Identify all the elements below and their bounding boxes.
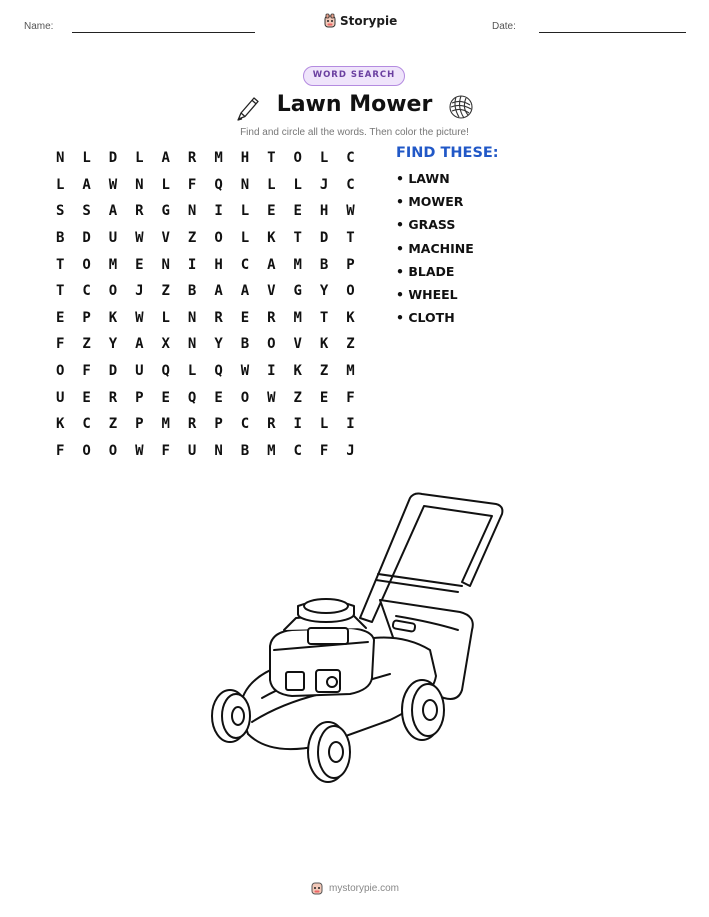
grid-cell[interactable]: N <box>55 150 65 167</box>
grid-cell[interactable]: I <box>187 256 197 273</box>
word-item: • CLOTH <box>396 310 474 333</box>
grid-cell[interactable]: O <box>267 336 276 353</box>
grid-cell[interactable]: K <box>108 309 118 326</box>
word-item: • WHEEL <box>396 287 474 310</box>
grid-cell[interactable]: E <box>82 389 91 406</box>
grid-cell[interactable]: S <box>55 203 65 220</box>
grid-cell[interactable]: V <box>267 283 276 300</box>
grid-cell[interactable]: I <box>267 363 276 380</box>
grid-cell[interactable]: N <box>240 176 250 193</box>
grid-cell[interactable]: E <box>267 203 276 220</box>
grid-cell[interactable]: T <box>55 283 65 300</box>
grid-cell[interactable]: R <box>187 150 197 167</box>
grid-cell[interactable]: Y <box>214 336 223 353</box>
grid-row <box>47 225 364 252</box>
grid-cell[interactable]: C <box>240 416 250 433</box>
grid-cell[interactable]: C <box>82 416 91 433</box>
grid-cell[interactable]: Q <box>214 363 223 380</box>
grid-cell[interactable]: U <box>108 230 118 247</box>
name-label: Name: <box>24 21 54 32</box>
grid-cell[interactable]: L <box>135 150 144 167</box>
grid-cell[interactable]: M <box>161 416 170 433</box>
grid-cell[interactable]: W <box>135 442 144 459</box>
grid-cell[interactable]: D <box>319 230 329 247</box>
grid-cell[interactable]: B <box>55 230 65 247</box>
grid-cell[interactable]: Y <box>108 336 118 353</box>
grid-cell[interactable]: J <box>319 176 329 193</box>
grid-row <box>47 145 364 172</box>
grid-cell[interactable]: H <box>214 256 223 273</box>
grid-cell[interactable]: Q <box>161 363 170 380</box>
yarn-ball-icon <box>447 93 475 121</box>
grid-cell[interactable]: P <box>135 389 144 406</box>
grid-cell[interactable]: O <box>82 256 91 273</box>
grid-cell[interactable]: E <box>135 256 144 273</box>
grid-cell[interactable]: E <box>240 309 250 326</box>
grid-cell[interactable]: I <box>293 416 302 433</box>
grid-cell[interactable]: M <box>293 309 302 326</box>
grid-row <box>47 358 364 385</box>
grid-cell[interactable]: N <box>214 442 223 459</box>
grid-cell[interactable]: U <box>187 442 197 459</box>
grid-cell[interactable]: B <box>187 283 197 300</box>
grid-cell[interactable]: F <box>346 389 355 406</box>
grid-cell[interactable]: O <box>214 230 223 247</box>
grid-cell[interactable]: N <box>187 203 197 220</box>
grid-cell[interactable]: G <box>293 283 302 300</box>
grid-cell[interactable]: L <box>319 150 329 167</box>
grid-cell[interactable]: L <box>161 176 170 193</box>
grid-cell[interactable]: Q <box>187 389 197 406</box>
grid-cell[interactable]: N <box>135 176 144 193</box>
grid-cell[interactable]: L <box>240 230 250 247</box>
grid-cell[interactable]: Z <box>293 389 302 406</box>
grid-cell[interactable]: R <box>267 309 276 326</box>
grid-cell[interactable]: A <box>135 336 144 353</box>
grid-cell[interactable]: H <box>319 203 329 220</box>
find-these-heading: FIND THESE: <box>396 145 499 161</box>
grid-cell[interactable]: J <box>346 442 355 459</box>
grid-cell[interactable]: F <box>55 442 65 459</box>
grid-cell[interactable]: P <box>346 256 355 273</box>
grid-cell[interactable]: K <box>267 230 276 247</box>
grid-cell[interactable]: W <box>135 230 144 247</box>
grid-cell[interactable]: L <box>267 176 276 193</box>
grid-cell[interactable]: T <box>267 150 276 167</box>
grid-cell[interactable]: F <box>82 363 91 380</box>
grid-cell[interactable]: L <box>187 363 197 380</box>
grid-cell[interactable]: X <box>161 336 170 353</box>
grid-cell[interactable]: Q <box>214 176 223 193</box>
storypie-footer-icon <box>310 880 324 896</box>
grid-cell[interactable]: A <box>82 176 91 193</box>
grid-cell[interactable]: L <box>240 203 250 220</box>
grid-cell[interactable]: R <box>108 389 118 406</box>
grid-cell[interactable]: A <box>108 203 118 220</box>
grid-cell[interactable]: D <box>108 363 118 380</box>
grid-row <box>47 198 364 225</box>
grid-cell[interactable]: Z <box>82 336 91 353</box>
grid-cell[interactable]: O <box>82 442 91 459</box>
grid-cell[interactable]: M <box>108 256 118 273</box>
grid-cell[interactable]: M <box>214 150 223 167</box>
grid-cell[interactable]: O <box>108 442 118 459</box>
grid-cell[interactable]: C <box>346 150 355 167</box>
grid-cell[interactable]: A <box>214 283 223 300</box>
word-item: • BLADE <box>396 264 474 287</box>
grid-cell[interactable]: E <box>319 389 329 406</box>
grid-cell[interactable]: K <box>319 336 329 353</box>
grid-row <box>47 384 364 411</box>
grid-cell[interactable]: K <box>293 363 302 380</box>
grid-cell[interactable]: M <box>293 256 302 273</box>
grid-cell[interactable]: G <box>161 203 170 220</box>
grid-cell[interactable]: L <box>161 309 170 326</box>
grid-cell[interactable]: Z <box>346 336 355 353</box>
grid-cell[interactable]: N <box>161 256 170 273</box>
page-title: Lawn Mower <box>276 92 433 117</box>
grid-cell[interactable]: R <box>135 203 144 220</box>
grid-cell[interactable]: Z <box>161 283 170 300</box>
grid-cell[interactable]: Z <box>108 416 118 433</box>
grid-row <box>47 172 364 199</box>
word-search-badge: WORD SEARCH <box>303 66 405 86</box>
grid-row <box>47 438 364 465</box>
grid-cell[interactable]: Z <box>319 363 329 380</box>
grid-row <box>47 331 364 358</box>
grid-cell[interactable]: O <box>240 389 250 406</box>
footer <box>0 880 709 896</box>
grid-cell[interactable]: O <box>55 363 65 380</box>
grid-cell[interactable]: T <box>319 309 329 326</box>
grid-cell[interactable]: W <box>108 176 118 193</box>
grid-cell[interactable]: J <box>135 283 144 300</box>
brand-name: Storypie <box>340 14 398 28</box>
name-line[interactable] <box>72 32 255 33</box>
grid-cell[interactable]: P <box>214 416 223 433</box>
word-item: • MACHINE <box>396 241 474 264</box>
instructions: Find and circle all the words. Then color the picture! <box>240 127 469 138</box>
grid-cell[interactable]: L <box>319 416 329 433</box>
grid-cell[interactable]: L <box>55 176 65 193</box>
grid-cell[interactable]: C <box>346 176 355 193</box>
grid-cell[interactable]: V <box>161 230 170 247</box>
grid-cell[interactable]: W <box>346 203 355 220</box>
grid-cell[interactable]: O <box>346 283 355 300</box>
grid-cell[interactable]: P <box>135 416 144 433</box>
word-item: • MOWER <box>396 194 474 217</box>
grid-cell[interactable]: R <box>214 309 223 326</box>
date-label: Date: <box>492 21 516 32</box>
footer-url[interactable]: mystorypie.com <box>328 882 399 894</box>
grid-cell[interactable]: Z <box>187 230 197 247</box>
grid-cell[interactable]: B <box>240 336 250 353</box>
grid-cell[interactable]: M <box>346 363 355 380</box>
grid-row <box>47 251 364 278</box>
grid-cell[interactable]: E <box>214 389 223 406</box>
grid-cell[interactable]: T <box>293 230 302 247</box>
grid-cell[interactable]: O <box>108 283 118 300</box>
grid-cell[interactable]: F <box>161 442 170 459</box>
letter-grid <box>47 145 364 464</box>
grid-cell[interactable]: M <box>267 442 276 459</box>
grid-cell[interactable]: L <box>293 176 302 193</box>
storypie-logo-icon <box>323 13 337 29</box>
grid-cell[interactable]: U <box>135 363 144 380</box>
grid-cell[interactable]: L <box>82 150 91 167</box>
grid-row <box>47 305 364 332</box>
grid-cell[interactable]: Y <box>319 283 329 300</box>
grid-cell[interactable]: E <box>293 203 302 220</box>
grid-cell[interactable]: T <box>55 256 65 273</box>
grid-cell[interactable]: V <box>293 336 302 353</box>
word-item: • GRASS <box>396 217 474 240</box>
grid-row <box>47 411 364 438</box>
grid-cell[interactable]: C <box>240 256 250 273</box>
grid-cell[interactable]: I <box>214 203 223 220</box>
grid-cell[interactable]: K <box>346 309 355 326</box>
grid-cell[interactable]: A <box>240 283 250 300</box>
grid-cell[interactable]: C <box>82 283 91 300</box>
grid-cell[interactable]: A <box>267 256 276 273</box>
grid-row <box>47 278 364 305</box>
grid-cell[interactable]: U <box>55 389 65 406</box>
lawn-mower-illustration <box>200 490 510 790</box>
word-item: • LAWN <box>396 171 474 194</box>
word-list <box>396 171 474 333</box>
grid-cell[interactable]: R <box>187 416 197 433</box>
grid-cell[interactable]: S <box>82 203 91 220</box>
grid-cell[interactable]: P <box>82 309 91 326</box>
grid-cell[interactable]: B <box>240 442 250 459</box>
grid-cell[interactable]: O <box>293 150 302 167</box>
storypie-logo <box>323 13 397 29</box>
grid-cell[interactable]: W <box>267 389 276 406</box>
grid-cell[interactable]: B <box>319 256 329 273</box>
grid-cell[interactable]: H <box>240 150 250 167</box>
grid-cell[interactable]: D <box>82 230 91 247</box>
grid-cell[interactable]: E <box>161 389 170 406</box>
grid-cell[interactable]: W <box>135 309 144 326</box>
grid-cell[interactable]: F <box>319 442 329 459</box>
grid-cell[interactable]: D <box>108 150 118 167</box>
grid-cell[interactable]: A <box>161 150 170 167</box>
grid-cell[interactable]: R <box>267 416 276 433</box>
grid-cell[interactable]: F <box>55 336 65 353</box>
grid-cell[interactable]: W <box>240 363 250 380</box>
date-line[interactable] <box>539 32 686 33</box>
grid-cell[interactable]: N <box>187 309 197 326</box>
grid-cell[interactable]: I <box>346 416 355 433</box>
grid-cell[interactable]: N <box>187 336 197 353</box>
grid-cell[interactable]: E <box>55 309 65 326</box>
grid-cell[interactable]: T <box>346 230 355 247</box>
grid-cell[interactable]: K <box>55 416 65 433</box>
grid-cell[interactable]: F <box>187 176 197 193</box>
grid-cell[interactable]: C <box>293 442 302 459</box>
